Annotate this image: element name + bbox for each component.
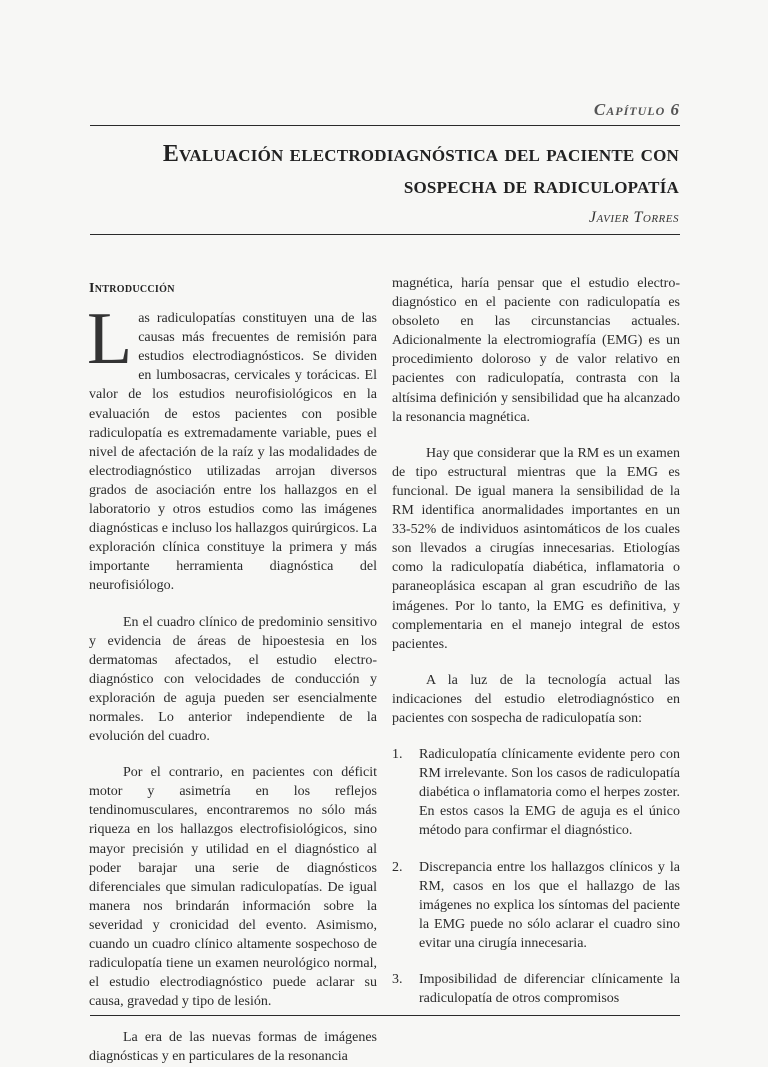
right-column	[392, 274, 680, 1008]
list-number: 3.	[392, 972, 403, 987]
list-text: Discrepancia entre los hallazgos clínicos y la RM, casos en los que el hallazgo de las imágenes no explica los síntomas del paciente la EMG puede no sólo aclarar el cuadro sino evitar una cirugía innecesaria.	[419, 859, 680, 951]
left-column	[89, 275, 377, 1067]
chapter-label: Capítulo 6	[593, 100, 680, 119]
paragraph-4: La era de las nuevas formas de imágenes diagnósticas y en particulares de la resonancia	[89, 1030, 377, 1065]
top-rule	[90, 125, 680, 126]
list-item	[392, 970, 680, 1008]
list-text: Imposibilidad de diferenciar clínicamente la radiculopatía de otros compromisos	[419, 972, 680, 1007]
paragraph-1	[87, 298, 377, 595]
footer-rule	[90, 1015, 680, 1016]
list-item	[392, 858, 680, 953]
paragraph-2: En el cuadro clínico de predominio sensitivo y evidencia de áreas de hipoestesia en los dermatomas afectados, el estudio electro-diagnóstico con velocidades de conducción y exploración de aguja pueden ser esencialmente normales. Lo anterior independiente de la evolución del cuadro.	[89, 614, 377, 745]
list-number: 2.	[392, 859, 403, 875]
drop-cap: L	[87, 298, 133, 381]
paragraph-3: Por el contrario, en pacientes con déficit motor y asimetría en los reflejos tendinomusculares, encontraremos no sólo más riqueza en los hallazgos electrofisiológicos, sino mayor precisión y utilidad en el diagnóstico al poder barajar una serie de diagnósticos diferenciales que simulan radiculopatías. De igual manera nos brindarán información sobre la severidad y cronicidad del evento. Asimismo, cuando un cuadro clínico altamente sospechoso de radiculopatía tiene un examen neurológico normal, el estudio electrodiagnóstico puede aclarar su causa, gravedad y tipo de lesión.	[89, 765, 377, 1010]
section-heading: Introducción	[89, 281, 175, 296]
list-number: 1.	[392, 747, 403, 763]
paragraph-6: Hay que considerar que la RM es un examen de tipo estructural mientras que la EMG es funcional. De igual manera la sensibilidad de la RM identifica anormalidades importantes en un 33-52% de individuos asintomáticos de los cuales son llevados a cirugías innecesarias. Etiologías como la radiculopatía diabética, inflamatoria o paraneoplásica escapan al gran escudriño de las imágenes. Por lo tanto, la EMG es definitiva, y complementaria en el manejo integral de estos pacientes.	[392, 445, 680, 652]
list-text: Radiculopatía clínicamente evidente pero con RM irrelevante. Son los casos de radiculopatía diabética o inflamatoria como el herpes zoster. En estos casos la EMG de aguja es el único método para confirmar el diagnóstico.	[419, 747, 680, 839]
paragraph-5: magnética, haría pensar que el estudio electro-diagnóstico en el paciente con radiculopatía es obsoleto en las circunstancias actuales. Adicionalmente la electromiografía (EMG) es un procedimiento doloroso y de valor relativo en pacientes con radiculopatía, contrasta con la altísima definición y sensibilidad que ha alcanzado la resonancia magnética.	[392, 276, 680, 425]
paragraph-1-text: as radiculopatías constituyen una de las causas más frecuentes de remisión para estudios electrodiagnósticos. Se dividen en lumbosacras, cervicales y torácicas. El valor de los estudios neurofisiológicos en la evaluación de estos pacientes con posible radiculopatía es extremadamente variable, pues el nivel de afectación de la raíz y las modalidades de electrodiagnóstico utilizadas arrojan diversos grados de asociación entre los hallazgos en el laboratorio y otros estudios como las imágenes diagnósticas e incluso los hallazgos quirúrgicos. La exploración clínica constituye la primera y más importante herramienta diagnóstica del neurofisiólogo.	[89, 311, 377, 594]
header-bottom-rule	[90, 234, 680, 235]
paragraph-7: A la luz de la tecnología actual las indicaciones del estudio eletrodiagnóstico en pacientes con sospecha de radiculopatía son:	[392, 672, 680, 726]
author-name: Javier Torres	[588, 209, 679, 226]
chapter-title: Evaluación electrodiagnóstica del paciente con sospecha de radiculopatía	[162, 141, 679, 199]
list-item	[392, 745, 680, 840]
indications-list	[392, 745, 680, 1008]
